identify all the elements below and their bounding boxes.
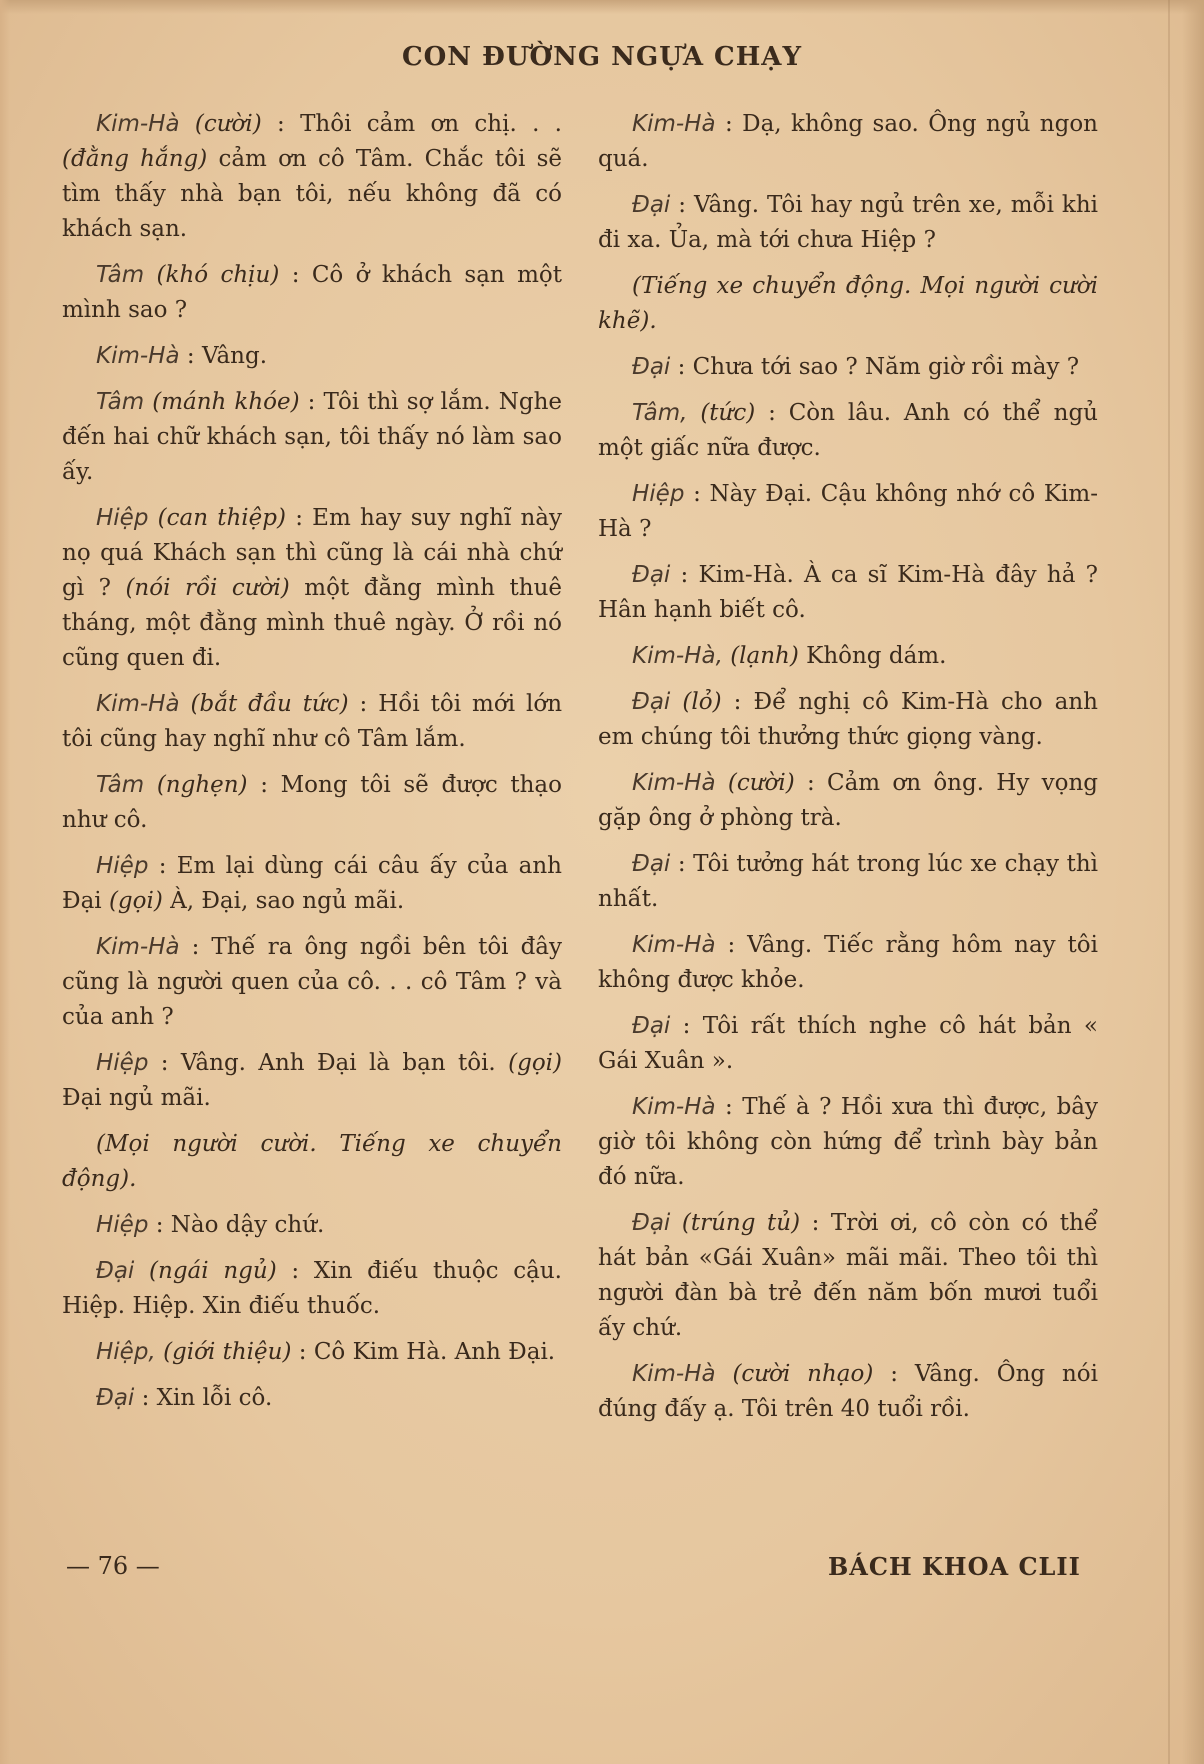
speaker-name: Đại <box>632 562 671 588</box>
dialogue-text: : Xin điếu thuộc cậu. Hiệp. Hiệp. Xin điếu thuốc. <box>62 1258 562 1319</box>
speaker-name: Đại <box>632 689 671 715</box>
dialogue-paragraph <box>598 477 1098 547</box>
speaker-name: Kim-Hà <box>96 691 180 717</box>
dialogue-paragraph <box>598 1009 1098 1079</box>
page-edge-top <box>0 0 1204 14</box>
stage-direction: (ngái ngủ) <box>149 1258 277 1284</box>
speaker-name: Hiệp <box>96 505 149 531</box>
speaker-name: Tâm <box>96 262 145 288</box>
dialogue-paragraph <box>62 501 562 676</box>
stage-direction: (đằng hắng) <box>62 146 208 172</box>
dialogue-paragraph <box>598 269 1098 339</box>
speaker-name: Kim-Hà <box>632 111 716 137</box>
dialogue-paragraph <box>598 928 1098 998</box>
page-edge-left <box>0 0 10 1764</box>
dialogue-text: : Tôi rất thích nghe cô hát bản « Gái Xuân ». <box>598 1013 1098 1074</box>
speaker-name: Hiệp <box>96 853 149 879</box>
dialogue-paragraph <box>62 107 562 247</box>
dialogue-text: Không dám. <box>798 643 947 669</box>
dialogue-text: : Cô ở khách sạn một mình sao ? <box>62 262 563 323</box>
dialogue-text: : Vâng. <box>179 343 268 369</box>
stage-direction: (bắt đầu tức) <box>190 691 349 717</box>
stage-direction: (can thiệp) <box>157 505 286 531</box>
dialogue-text: : Trời ơi, cô còn có thể hát bản «Gái Xuân» mãi mãi. Theo tôi thì người đàn bà trẻ đến năm bốn mươi tuổi ấy chứ. <box>598 1210 1099 1341</box>
dialogue-text: : Em hay suy nghĩ này nọ quá Khách sạn thì cũng là cái nhà chứ gì ? <box>62 505 562 601</box>
running-title: CON ĐƯỜNG NGỰA CHẠY <box>401 42 803 72</box>
dialogue-text: cảm ơn cô Tâm. Chắc tôi sẽ tìm thấy nhà bạn tôi, nếu không đã có khách sạn. <box>62 146 562 242</box>
dialogue-paragraph <box>598 188 1098 258</box>
dialogue-text: : Kim-Hà. À ca sĩ Kim-Hà đây hả ? Hân hạnh biết cô. <box>598 562 1098 623</box>
dialogue-text: : Vâng. Tôi hay ngủ trên xe, mỗi khi đi xa. Ủa, mà tới chưa Hiệp ? <box>598 192 1098 253</box>
speaker-name: Đại <box>96 1385 135 1411</box>
dialogue-paragraph <box>598 685 1098 755</box>
dialogue-paragraph <box>62 1254 562 1324</box>
dialogue-text: : Chưa tới sao ? Năm giờ rồi mày ? <box>670 354 1080 380</box>
stage-direction: (mánh khóe) <box>152 389 300 415</box>
speaker-name: Đại <box>632 1013 671 1039</box>
dialogue-text: : Tôi tưởng hát trong lúc xe chạy thì nhất. <box>598 851 1098 912</box>
dialogue-text: : Vâng. Anh Đại là bạn tôi. <box>148 1050 509 1076</box>
stage-direction: (nói rồi cười) <box>125 575 290 601</box>
speaker-name: Đại <box>632 354 671 380</box>
stage-direction: (gọi) <box>508 1050 562 1076</box>
speaker-name: Kim-Hà <box>632 1361 716 1387</box>
page-number: — 76 — <box>66 1552 160 1580</box>
stage-direction: (tức) <box>700 400 756 426</box>
speaker-name: Kim-Hà, <box>632 643 723 669</box>
dialogue-paragraph <box>62 339 562 374</box>
stage-direction: (khó chịu) <box>156 262 280 288</box>
speaker-name: Kim-Hà <box>96 934 180 960</box>
dialogue-paragraph <box>598 1090 1098 1195</box>
speaker-name: Kim-Hà <box>632 1094 716 1120</box>
dialogue-paragraph <box>598 847 1098 917</box>
dialogue-text: : Cô Kim Hà. Anh Đại. <box>291 1339 556 1365</box>
dialogue-text: : Thế ra ông ngồi bên tôi đây cũng là người quen của cô. . . cô Tâm ? và của anh ? <box>62 934 562 1030</box>
dialogue-text: : Tôi thì sợ lắm. Nghe đến hai chữ khách sạn, tôi thấy nó làm sao ấy. <box>62 389 562 485</box>
right-column <box>598 107 1098 1438</box>
stage-direction: (cười nhạo) <box>732 1361 874 1387</box>
dialogue-text: Đại ngủ mãi. <box>62 1085 211 1111</box>
stage-direction: (gọi) <box>108 888 163 914</box>
speaker-name: Kim-Hà <box>96 343 180 369</box>
publication-name: BÁCH KHOA CLII <box>828 1552 1081 1581</box>
dialogue-paragraph <box>62 1127 562 1197</box>
dialogue-text: : Hồi tôi mới lớn tôi cũng hay nghĩ như cô Tâm lắm. <box>62 691 563 752</box>
dialogue-paragraph <box>62 1208 562 1243</box>
dialogue-paragraph <box>62 768 562 838</box>
dialogue-text: : Vâng. Tiếc rằng hôm nay tôi không được khỏe. <box>598 932 1098 993</box>
speaker-name: Đại <box>632 1210 671 1236</box>
stage-direction: (nghẹn) <box>156 772 248 798</box>
speaker-name: Hiệp <box>96 1212 149 1238</box>
dialogue-text: : Dạ, không sao. Ông ngủ ngon quá. <box>598 111 1098 172</box>
page-fold-line <box>1168 0 1170 1764</box>
speaker-name: Kim-Hà <box>632 770 716 796</box>
dialogue-paragraph <box>598 558 1098 628</box>
dialogue-text: : Còn lâu. Anh có thể ngủ một giấc nữa được. <box>598 400 1098 461</box>
speaker-name: Đại <box>96 1258 135 1284</box>
speaker-name: Tâm <box>96 772 145 798</box>
speaker-name: Tâm, <box>632 400 688 426</box>
stage-direction: (cười) <box>194 111 262 137</box>
dialogue-text: một đằng mình thuê tháng, một đằng mình thuê ngày. Ở rồi nó cũng quen đi. <box>62 575 562 671</box>
dialogue-text: : Này Đại. Cậu không nhớ cô Kim-Hà ? <box>598 481 1098 542</box>
dialogue-text: À, Đại, sao ngủ mãi. <box>162 888 405 914</box>
speaker-name: Hiệp <box>632 481 685 507</box>
dialogue-paragraph <box>62 930 562 1035</box>
dialogue-paragraph <box>62 1046 562 1116</box>
speaker-name: Đại <box>632 192 671 218</box>
dialogue-text: : Em lại dùng cái câu ấy của anh Đại <box>62 853 562 914</box>
stage-direction: (cười) <box>727 770 795 796</box>
speaker-name: Kim-Hà <box>96 111 180 137</box>
speaker-name: Hiệp, <box>96 1339 156 1365</box>
dialogue-text: : Vâng. Ông nói đúng đấy ạ. Tôi trên 40 tuổi rồi. <box>598 1361 1099 1422</box>
dialogue-text: : Thế à ? Hồi xưa thì được, bây giờ tôi không còn hứng để trình bày bản đó nữa. <box>598 1094 1098 1190</box>
stage-direction: (lỏ) <box>682 689 722 715</box>
speaker-name: Hiệp <box>96 1050 149 1076</box>
dialogue-paragraph <box>598 1206 1098 1346</box>
dialogue-paragraph <box>598 396 1098 466</box>
left-column <box>62 107 562 1427</box>
dialogue-text: : Nào dậy chứ. <box>148 1212 325 1238</box>
dialogue-text: : Mong tôi sẽ được thạo như cô. <box>62 772 562 833</box>
stage-direction: (lạnh) <box>730 643 799 669</box>
dialogue-text: : Xin lỗi cô. <box>134 1385 273 1411</box>
dialogue-paragraph <box>62 258 562 328</box>
stage-note: (Tiếng xe chuyển động. Mọi người cười khẽ). <box>598 273 1098 334</box>
page-edge-right <box>1182 0 1204 1764</box>
dialogue-paragraph <box>62 687 562 757</box>
dialogue-paragraph <box>598 639 1098 674</box>
dialogue-paragraph <box>62 385 562 490</box>
stage-note: (Mọi người cười. Tiếng xe chuyển động). <box>62 1131 562 1192</box>
dialogue-paragraph <box>62 1381 562 1416</box>
dialogue-paragraph <box>62 849 562 919</box>
speaker-name: Tâm <box>96 389 145 415</box>
speaker-name: Đại <box>632 851 671 877</box>
stage-direction: (giới thiệu) <box>163 1339 292 1365</box>
dialogue-paragraph <box>598 350 1098 385</box>
stage-direction: (trúng tủ) <box>681 1210 801 1236</box>
dialogue-text: : Cảm ơn ông. Hy vọng gặp ông ở phòng trà. <box>598 770 1098 831</box>
dialogue-text: : Thôi cảm ơn chị. . . <box>261 111 562 137</box>
dialogue-paragraph <box>598 1357 1098 1427</box>
dialogue-text: : Để nghị cô Kim-Hà cho anh em chúng tôi thưởng thức giọng vàng. <box>598 689 1098 750</box>
speaker-name: Kim-Hà <box>632 932 716 958</box>
dialogue-paragraph <box>598 766 1098 836</box>
dialogue-paragraph <box>62 1335 562 1370</box>
dialogue-paragraph <box>598 107 1098 177</box>
